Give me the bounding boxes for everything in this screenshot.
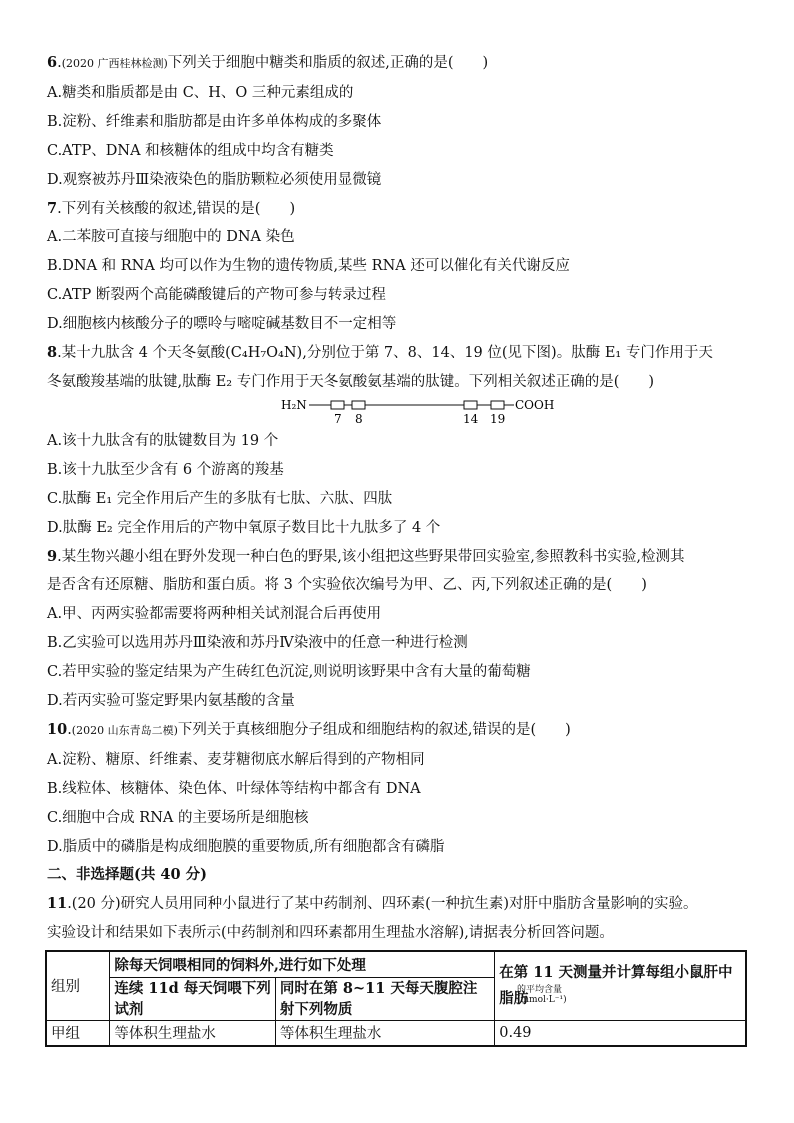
section-heading: 二、非选择题(共 40 分) [47, 866, 207, 884]
question-11-stem [47, 890, 757, 919]
peptide-diagram-svg [279, 397, 559, 425]
option: C.肽酶 E₁ 完全作用后产生的多肽有七肽、六肽、四肽 [47, 490, 393, 507]
cell-feed: 等体积生理盐水 [110, 1020, 276, 1046]
cell-value: 0.49 [495, 1020, 746, 1046]
option: C.细胞中合成 RNA 的主要场所是细胞核 [47, 809, 309, 826]
residue-box [464, 401, 477, 409]
carboxyl-terminus-label: COOH [515, 397, 555, 412]
option: B.乙实验可以选用苏丹Ⅲ染液和苏丹Ⅳ染液中的任意一种进行检测 [47, 635, 468, 652]
option: B.该十九肽至少含有 6 个游离的羧基 [47, 461, 284, 478]
header-group: 组别 [46, 951, 110, 1020]
option: D.若丙实验可鉴定野果内氨基酸的含量 [47, 693, 295, 710]
question-text: .(20 分)研究人员用同种小鼠进行了某中药制剂、四环素(一种抗生素)对肝中脂肪含量影响的实验。 [67, 896, 698, 913]
question-10-stem: 10.(2020 山东青岛二模)下列关于真核细胞分子组成和细胞结构的叙述,错误的是( ) [47, 720, 571, 738]
option: A.二苯胺可直接与细胞中的 DNA 染色 [47, 229, 295, 246]
question-number: 8 [47, 344, 58, 362]
position-label: 19 [490, 411, 506, 425]
question-11-stem-cont: 实验设计和结果如下表所示(中药制剂和四环素都用生理盐水溶解),请据表分析回答问题。 [47, 925, 614, 942]
option: B.线粒体、核糖体、染色体、叶绿体等结构中都含有 DNA [47, 780, 421, 797]
position-label: 14 [463, 411, 479, 425]
header-result-line1: 在第 11 天测量并计算每组小鼠肝中脂肪 [499, 963, 733, 1007]
option: B.淀粉、纤维素和脂肪都是由许多单体构成的多聚体 [47, 113, 382, 130]
header-feed: 连续 11d 每天饲喂下列试剂 [110, 977, 276, 1020]
question-7-stem [47, 195, 757, 224]
cell-inject: 等体积生理盐水 [275, 1020, 494, 1046]
question-number: 9 [47, 547, 58, 565]
result-unit: (mmol·L⁻¹) [517, 995, 567, 1005]
header-inject: 同时在第 8~11 天每天腹腔注射下列物质 [275, 977, 494, 1020]
question-9-stem-cont: 是否含有还原糖、脂肪和蛋白质。将 3 个实验依次编号为甲、乙、丙,下列叙述正确的是( ) [47, 577, 647, 594]
experiment-table [45, 950, 747, 1047]
question-number: 10 [47, 720, 68, 738]
option: C.ATP 断裂两个高能磷酸键后的产物可参与转录过程 [47, 287, 386, 304]
question-text: .某生物兴趣小组在野外发现一种白色的野果,该小组把这些野果带回实验室,参照教科书实验,检测其 [57, 548, 685, 565]
option: A.糖类和脂质都是由 C、H、O 三种元素组成的 [47, 84, 354, 101]
option: D.观察被苏丹Ⅲ染液染色的脂肪颗粒必须使用显微镜 [47, 171, 382, 188]
question-6-stem: 6.(2020 广西桂林检测)下列关于细胞中糖类和脂质的叙述,正确的是( ) [47, 54, 489, 71]
option: A.淀粉、糖原、纤维素、麦芽糖彻底水解后得到的产物相同 [47, 751, 425, 768]
result-sub-label: 的平均含量 [517, 985, 563, 995]
header-treatment: 除每天饲喂相同的饲料外,进行如下处理 [110, 951, 495, 977]
question-source: (2020 山东青岛二模) [71, 723, 178, 737]
position-label: 8 [355, 411, 363, 425]
option: A.该十九肽含有的肽键数目为 19 个 [47, 432, 279, 449]
option: D.肽酶 E₂ 完全作用后的产物中氧原子数目比十九肽多了 4 个 [47, 519, 441, 536]
position-label: 7 [334, 411, 342, 425]
option: B.DNA 和 RNA 均可以作为生物的遗传物质,某些 RNA 还可以催化有关代谢反应 [47, 258, 570, 275]
option: D.细胞核内核酸分子的嘌呤与嘧啶碱基数目不一定相等 [47, 316, 397, 333]
question-9-stem [47, 543, 757, 572]
cell-group: 甲组 [46, 1020, 110, 1046]
residue-box [331, 401, 344, 409]
peptide-diagram [47, 397, 757, 425]
question-text: .某十九肽含 4 个天冬氨酸(C₄H₇O₄N),分别位于第 7、8、14、19 位(见下图)。肽酶 E₁ 专门作用于天 [57, 345, 713, 362]
question-source: (2020 广西桂林检测) [61, 57, 168, 70]
option: C.若甲实验的鉴定结果为产生砖红色沉淀,则说明该野果中含有大量的葡萄糖 [47, 664, 531, 681]
document-page [47, 49, 757, 1047]
question-8-stem-cont: 冬氨酸羧基端的肽键,肽酶 E₂ 专门作用于天冬氨酸氨基端的肽键。下列相关叙述正确的是( ) [47, 373, 655, 390]
question-number: 7 [47, 199, 58, 217]
option: D.脂质中的磷脂是构成细胞膜的重要物质,所有细胞都含有磷脂 [47, 838, 445, 855]
question-number: 11 [47, 895, 68, 913]
question-text: 下列关于真核细胞分子组成和细胞结构的叙述,错误的是( ) [177, 721, 571, 738]
question-text: .下列有关核酸的叙述,错误的是( ) [57, 200, 296, 217]
header-result-subscript [517, 985, 567, 1005]
residue-box [491, 401, 504, 409]
amino-terminus-label: H₂N [281, 397, 307, 412]
question-8-stem [47, 339, 757, 368]
residue-box [352, 401, 365, 409]
question-text: 下列关于细胞中糖类和脂质的叙述,正确的是( ) [167, 55, 489, 71]
question-number: 6 [47, 54, 58, 71]
option: C.ATP、DNA 和核糖体的组成中均含有糖类 [47, 142, 334, 159]
option: A.甲、丙两实验都需要将两种相关试剂混合后再使用 [47, 606, 382, 623]
